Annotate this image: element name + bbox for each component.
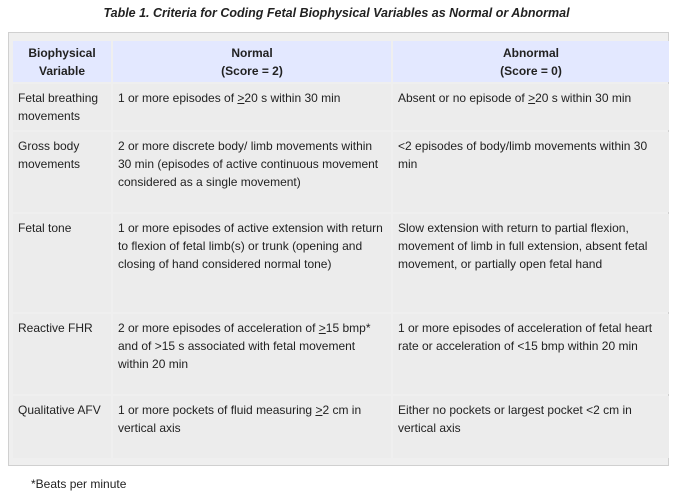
table-row xyxy=(13,396,669,458)
ge-symbol: > xyxy=(237,91,245,105)
table-row xyxy=(13,84,669,130)
table-caption: Table 1. Criteria for Coding Fetal Biophysical Variables as Normal or Abnormal xyxy=(103,6,570,20)
ge-symbol: > xyxy=(528,91,536,105)
header-line: (Score = 2) xyxy=(221,64,283,78)
variable-cell: Gross body movements xyxy=(13,132,111,212)
normal-cell: 2 or more episodes of acceleration of >15 bmp* and of >15 s associated with fetal movement within 20 min xyxy=(113,314,391,394)
table-row xyxy=(13,314,669,394)
variable-cell: Qualitative AFV xyxy=(13,396,111,458)
header-normal xyxy=(113,41,391,82)
normal-cell: 2 or more discrete body/ limb movements within 30 min (episodes of active continuous movement considered as a single movement) xyxy=(113,132,391,212)
normal-cell: 1 or more episodes of active extension with return to flexion of fetal limb(s) or trunk (opening and closing of hand considered normal tone) xyxy=(113,214,391,312)
header-variable xyxy=(13,41,111,82)
header-line: Abnormal xyxy=(502,46,559,60)
variable-cell: Fetal tone xyxy=(13,214,111,312)
abnormal-cell: 1 or more episodes of acceleration of fetal heart rate or acceleration of <15 bmp within 20 min xyxy=(393,314,669,394)
abnormal-cell: <2 episodes of body/limb movements within 30 min xyxy=(393,132,669,212)
header-abnormal xyxy=(393,41,669,82)
header-line: (Score = 0) xyxy=(500,64,562,78)
table-row xyxy=(13,132,669,212)
ge-symbol: > xyxy=(315,403,323,417)
header-row xyxy=(13,41,669,82)
normal-cell: 1 or more episodes of >20 s within 30 min xyxy=(113,84,391,130)
abnormal-cell: Slow extension with return to partial flexion, movement of limb in full extension, absent fetal movement, or partially open fetal hand xyxy=(393,214,669,312)
header-line: Biophysical xyxy=(28,46,96,60)
abnormal-cell: Absent or no episode of >20 s within 30 min xyxy=(393,84,669,130)
abnormal-cell: Either no pockets or largest pocket <2 cm in vertical axis xyxy=(393,396,669,458)
variable-cell: Reactive FHR xyxy=(13,314,111,394)
variable-cell: Fetal breathing movements xyxy=(13,84,111,130)
normal-cell: 1 or more pockets of fluid measuring >2 cm in vertical axis xyxy=(113,396,391,458)
ge-symbol: > xyxy=(318,321,326,335)
table-row xyxy=(13,214,669,312)
header-line: Variable xyxy=(38,64,86,78)
header-line: Normal xyxy=(231,46,273,60)
criteria-table xyxy=(11,39,671,460)
footnote: *Beats per minute xyxy=(31,477,127,491)
